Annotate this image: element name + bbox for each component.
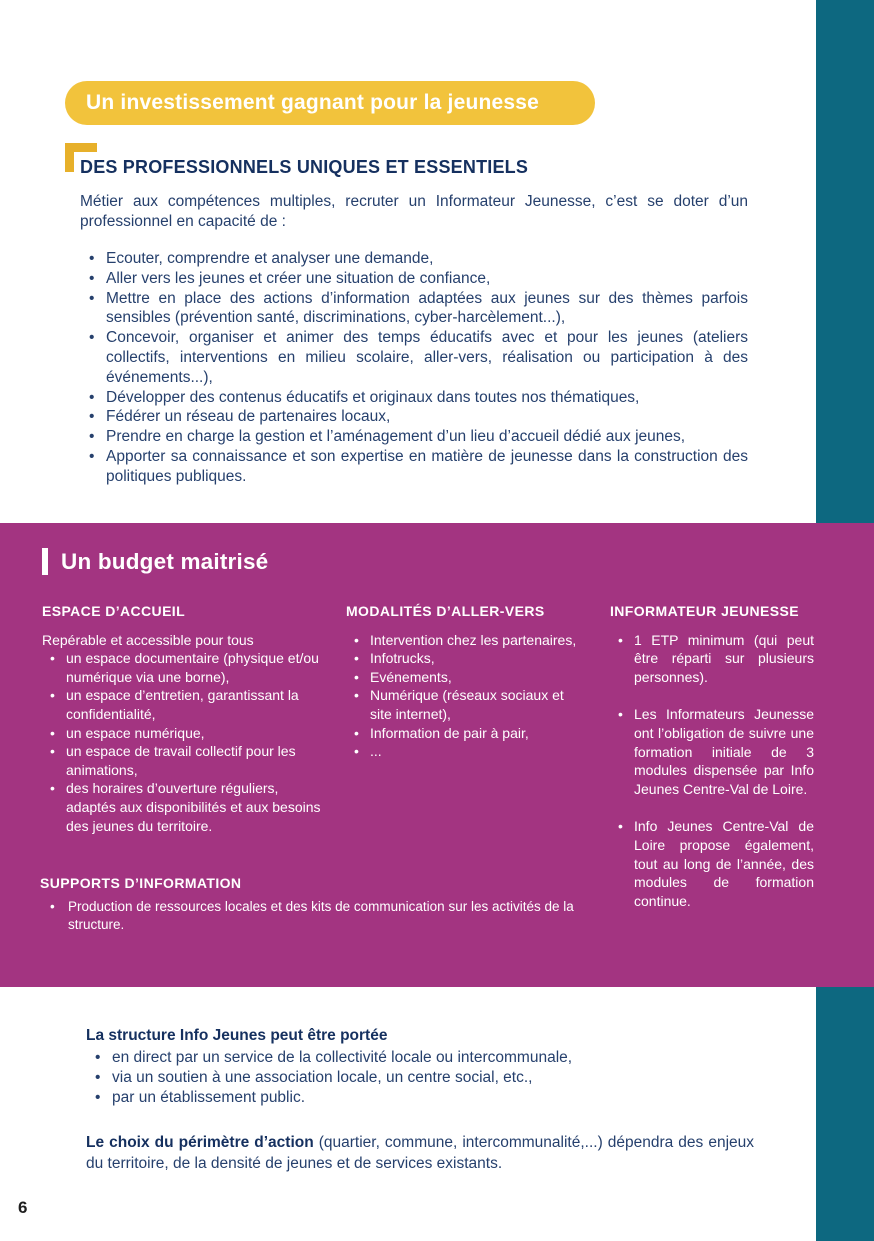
structure-heading: La structure Info Jeunes peut être portée	[86, 1027, 388, 1044]
structure-options-list	[86, 1048, 754, 1107]
list-item: • un espace de travail collectif pour les animations,	[42, 742, 328, 779]
section-banner	[65, 81, 595, 125]
supports-information-block	[40, 875, 585, 934]
list-item: • Evénements,	[346, 668, 584, 687]
budget-heading	[42, 548, 268, 575]
list-item: • Info Jeunes Centre-Val de Loire propose également, tout au long de l’année, des modules de formation continue.	[610, 817, 814, 910]
page-number: 6	[18, 1198, 28, 1217]
list-item: • Les Informateurs Jeunesse ont l’obligation de suivre une formation initiale de 3 modules dispensée par Info Jeunes Centre-Val de Loire.	[610, 705, 814, 798]
perimeter-paragraph	[86, 1133, 754, 1174]
column-heading: INFORMATEUR JEUNESSE	[610, 603, 799, 619]
column-informateur-jeunesse	[610, 602, 814, 929]
column-intro: Repérable et accessible pour tous	[42, 631, 254, 648]
list-item: • ...	[346, 742, 584, 761]
list-item: • Production de ressources locales et des kits de communication sur les activités de la structure.	[40, 898, 585, 934]
column-espace-accueil	[42, 602, 328, 835]
list-item: • Mettre en place des actions d’information adaptées aux jeunes sur des thèmes parfois sensibles (prévention santé, discriminations, cyber-harcèlement...),	[80, 289, 748, 329]
banner-label: Un investissement gagnant pour la jeunesse	[86, 91, 540, 114]
supports-list	[40, 898, 585, 934]
list-item: • Information de pair à pair,	[346, 724, 584, 743]
supports-heading: SUPPORTS D’INFORMATION	[40, 875, 242, 891]
espace-accueil-list	[42, 649, 328, 835]
list-item: • un espace numérique,	[42, 724, 328, 743]
list-item: • via un soutien à une association locale, un centre social, etc.,	[86, 1068, 754, 1088]
list-item: • Infotrucks,	[346, 649, 584, 668]
list-item: • Numérique (réseaux sociaux et site internet),	[346, 686, 584, 723]
list-item: • un espace documentaire (physique et/ou numérique via une borne),	[42, 649, 328, 686]
list-item: • par un établissement public.	[86, 1088, 754, 1108]
list-item: • en direct par un service de la collectivité locale ou intercommunale,	[86, 1048, 754, 1068]
list-item: • des horaires d’ouverture réguliers, adaptés aux disponibilités et aux besoins des jeunes du territoire.	[42, 779, 328, 835]
list-item: • Prendre en charge la gestion et l’aménagement d’un lieu d’accueil dédié aux jeunes,	[80, 427, 748, 447]
list-item: • Apporter sa connaissance et son expertise en matière de jeunesse dans la construction des politiques publiques.	[80, 447, 748, 487]
list-item: • Fédérer un réseau de partenaires locaux,	[80, 407, 748, 427]
list-item: • Concevoir, organiser et animer des temps éducatifs avec et pour les jeunes (ateliers collectifs, interventions en milieu scolaire, aller-vers, réalisation ou participation à des événements...),	[80, 328, 748, 387]
informateur-list	[610, 631, 814, 911]
list-item: • Aller vers les jeunes et créer une situation de confiance,	[80, 269, 748, 289]
aller-vers-list	[346, 631, 584, 761]
budget-heading-label: Un budget maitrisé	[61, 548, 269, 574]
column-heading: MODALITÉS D’ALLER-VERS	[346, 603, 545, 619]
professionals-intro: Métier aux compétences multiples, recruter un Informateur Jeunesse, c’est se doter d’un professionnel en capacité de :	[80, 193, 748, 230]
list-item: • un espace d’entretien, garantissant la confidentialité,	[42, 686, 328, 723]
list-item: • Ecouter, comprendre et analyser une demande,	[80, 249, 748, 269]
perimeter-bold-lead: Le choix du périmètre d’action	[86, 1134, 314, 1151]
list-item: • 1 ETP minimum (qui peut être réparti sur plusieurs personnes).	[610, 631, 814, 687]
professionals-skill-list	[80, 249, 748, 487]
column-heading: ESPACE D’ACCUEIL	[42, 603, 186, 619]
professionals-heading: DES PROFESSIONNELS UNIQUES ET ESSENTIELS	[80, 157, 529, 177]
budget-section	[0, 523, 874, 987]
perimeter-text: (quartier, commune, intercommunalité,...) dépendra des enjeux du territoire, de la densité de jeunes et de services existants.	[86, 1134, 754, 1172]
heading-bar-decoration	[42, 548, 48, 575]
list-item: • Développer des contenus éducatifs et originaux dans toutes nos thématiques,	[80, 388, 748, 408]
list-item: • Intervention chez les partenaires,	[346, 631, 584, 650]
column-aller-vers	[346, 602, 584, 761]
